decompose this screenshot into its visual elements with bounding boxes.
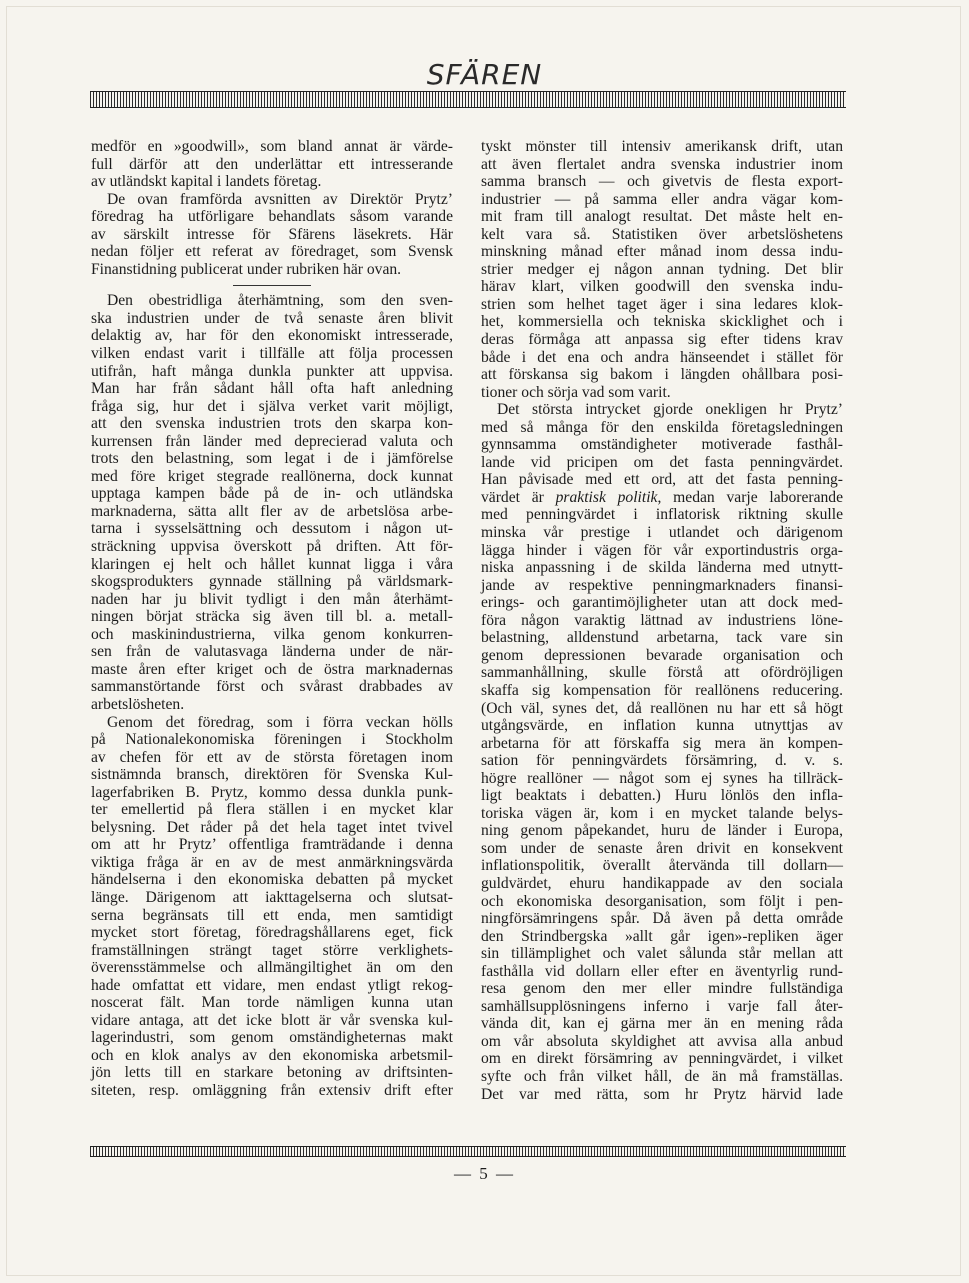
text-line: utifrån, haft många dunkla punkter att uppvisa.	[91, 362, 453, 380]
text-line: kurrensen från länder med deprecierad valuta och	[91, 432, 453, 450]
text-line: upptaga kampen både på de in- och utländska	[91, 485, 453, 503]
text-line: mit fram till analogt resultat. Det måste helt en-	[481, 208, 843, 226]
text-line: mycket stort företag, föredragshållarens eget, fick	[91, 924, 453, 942]
masthead-title: SFÄREN	[426, 58, 543, 91]
text-line: delaktig av, har för den ekonomiskt intresserade,	[91, 327, 453, 345]
text-line: Man har från sådant håll ofta haft anledning	[91, 380, 453, 398]
text-line: sammanhållning, skulle förstå att ofördröjligen	[481, 664, 843, 682]
text-line: föra någon varaktig lättnad av industriens löne-	[481, 611, 843, 629]
text-line: industrier — på samma eller andra vägar kom-	[481, 190, 843, 208]
text-line: klaringen ej helt och hållet kunnat ligga i våra	[91, 555, 453, 573]
text-line: ningförsämringens spår. Då även på detta område	[481, 910, 843, 928]
text-line: medför en »goodwill», som bland annat är värde-	[91, 138, 453, 155]
text-line: sträckning uppvisa överskott på driften. Att för-	[91, 538, 453, 556]
text-line: inflationspolitik, överallt återvända till dollarn—	[481, 857, 843, 875]
text-line: utgångsvärde, en inflation kunna utnyttjas av	[481, 717, 843, 735]
text-line: och ekonomiska desorganisation, som följt i pen-	[481, 892, 843, 910]
page-number: — 5 —	[454, 1164, 515, 1183]
text-line: Genom det föredrag, som i förra veckan hölls	[107, 713, 453, 731]
text-line: lagerfabriken B. Prytz, kommo dessa dunkla punk-	[91, 783, 453, 801]
text-line: hade omfattat ett vidare, men endast ytligt rekog-	[91, 976, 453, 994]
text-line: på Nationalekonomiska föreningen i Stockholm	[91, 731, 453, 749]
text-line: naden har ju blivit tydligt i den mån återhämt-	[91, 590, 453, 608]
text-line: De ovan framförda avsnitten av Direktör Prytz’	[107, 190, 453, 208]
text-line: om vår absoluta skyldighet att avvisa alla anbud	[481, 1032, 843, 1050]
text-line: vilken endast varit i tillfälle att följa processen	[91, 345, 453, 363]
text-line: tyskt mönster till intensiv amerikansk drift, utan	[481, 138, 843, 155]
text-line: vidare antaga, att det icke blott är vår svenska kul-	[91, 1011, 453, 1029]
text-line: härav klart, vilken goodwill den svenska indu-	[481, 278, 843, 296]
text-line: nedan följer ett referat av föredraget, som Svensk	[91, 243, 453, 261]
text-line: minska vår prestige i utlandet och därigenom	[481, 524, 843, 542]
masthead-rule	[90, 91, 846, 108]
text-line: överensstämmelse och allmängiltighet än om den	[91, 959, 453, 977]
text-line: ter emellertid på flera ställen i en mycket klar	[91, 801, 453, 819]
text-line: vända dit, kan ej gärna mer än en mening råda	[481, 1015, 843, 1033]
text-line: av chefen för ett av de största företagen inom	[91, 748, 453, 766]
text-line: sammanstörtande först och svårast drabbades av	[91, 678, 453, 696]
text-line: tarna i sysselsättning och dessutom i någon ut-	[91, 520, 453, 538]
text-line: guldvärdet, ehuru handikappade av den sociala	[481, 874, 843, 892]
text-line: marknaderna, sätta allt fler av de arbetslösa arbe-	[91, 502, 453, 520]
text-line: ligt beaktats i debatten.) Huru lönlös den infla-	[481, 787, 843, 805]
text-line: sation för penningvärdets försämring, d. v. s.	[481, 752, 843, 770]
text-line: sin tillämplighet och valet sålunda står mellan att	[481, 945, 843, 963]
text-line: (Och väl, synes det, då reallönen nu har ett så högt	[481, 699, 843, 717]
text-line: av särskilt intresse för Sfärens läsekrets. Här	[91, 225, 453, 243]
text-line: belastning, alldenstund arbetarna, tack vare sin	[481, 629, 843, 647]
text-line: resa genom den mer eller mindre fullständiga	[481, 980, 843, 998]
section-divider	[233, 285, 311, 286]
text-line: och maskinindustrierna, vilka genom konkurren-	[91, 625, 453, 643]
text-line: viktiga fråga är en av de mest anmärkningsvärda	[91, 853, 453, 871]
text-line: både i det ena och andra hänseendet i stället för	[481, 348, 843, 366]
text-line: toriska vägen är, kom i en mycket talande belys-	[481, 804, 843, 822]
text-line: kelt vara så. Statistiken över arbetslöshetens	[481, 225, 843, 243]
text-line: att förskansa sig bakom i längden ohållbara posi-	[481, 366, 843, 384]
text-line: deras förmåga att anpassa sig efter tidens krav	[481, 331, 843, 349]
text-line: full därför att den underlättar ett intresserande	[91, 155, 453, 173]
text-line: lagerindustri, som genom omständigheternas makt	[91, 1029, 453, 1047]
text-line: skaffa sig kompensation för reallönens reducering.	[481, 681, 843, 699]
text-line: föredrag ha utförligare behandlats såsom varande	[91, 208, 453, 226]
text-line: med penningvärdet i inflatorisk riktning skulle	[481, 506, 843, 524]
text-line: noscerat fält. Man torde nämligen kunna utan	[91, 994, 453, 1012]
emphasis: praktisk politik	[555, 488, 658, 506]
text-line: om en direkt försämring av penningvärdet, i vilket	[481, 1050, 843, 1068]
text-line: lägga hinder i vägen för vår exportindustris orga-	[481, 541, 843, 559]
text-line: länge. Därigenom att iakttagelserna och slutsat-	[91, 888, 453, 906]
text-line: syfte och från vilket håll, de än må framställas.	[481, 1067, 843, 1085]
text-line: att den svenska industrien trots den skarpa kon-	[91, 415, 453, 433]
text-line: Han påvisade med ett ord, att det fasta penning-	[481, 471, 843, 489]
text-line: arbetarna för att förskaffa sig mera än kompen-	[481, 734, 843, 752]
text-line: tioner och sörja vad som varit.	[481, 383, 671, 401]
text-line: och en klok analys av den ekonomiska arbetsmil-	[91, 1046, 453, 1064]
text-line: av utländskt kapital i landets företag.	[91, 173, 322, 191]
text-line: erings- och garantimöjligheter utan att dock med-	[481, 594, 843, 612]
text-line: värdet är praktisk politik, medan varje laborerande	[481, 488, 844, 506]
text-line: samhällsupplösningens inferno i varje fall åter-	[481, 997, 843, 1015]
text-line: Det största intrycket gjorde onekligen hr Prytz’	[497, 401, 843, 419]
text-line: strien som helhet taget äger i sina ledares klok-	[481, 295, 843, 313]
text-line: högre reallöner — något som ej synes ha tillräck-	[481, 769, 843, 787]
text-line: belysning. Det råder på det hela taget intet tvivel	[91, 818, 453, 836]
text-line: genom depressionen bevarade organisation och	[481, 646, 843, 664]
text-line: som under de senaste åren drivit en konsekvent	[481, 839, 843, 857]
text-line: med före kriget stegrade reallönerna, dock kunnat	[91, 467, 453, 485]
text-line: sen från de valutasvaga länderna under de när-	[91, 643, 453, 661]
text-column-left	[91, 138, 453, 1100]
text-line: om att hr Prytz’ offentliga framträdande i denna	[91, 836, 453, 854]
text-line: strier medger ej någon annan tydning. Det blir	[481, 260, 843, 278]
text-line: jande av respektive penningmarknaders finansi-	[481, 576, 843, 594]
text-line: Finanstidning publicerat under rubriken här ovan.	[91, 260, 402, 278]
text-line: het, kommersiella och tekniska skicklighet och i	[481, 313, 843, 331]
text-line: maste åren efter kriget och de östra marknadernas	[91, 660, 453, 678]
text-line: trots den belastning, som legat i de i jämförelse	[91, 450, 453, 468]
text-line: framställningen strängt taget större verklighets-	[91, 941, 453, 959]
text-line: Det var med rätta, som hr Prytz härvid lade	[481, 1085, 843, 1103]
footer-rule	[90, 1146, 846, 1157]
text-line: minskning månad efter månad inom dessa indu-	[481, 243, 843, 261]
text-line: serna begränsats till ett enda, men samtidigt	[91, 906, 453, 924]
text-column-right	[481, 138, 843, 1103]
text-line: skogsprodukters gynnade ställning på världsmark-	[91, 573, 453, 591]
text-line: Den obestridliga återhämtning, som den sven-	[107, 292, 453, 310]
text-line: med så många för den enskilda företagsledningen	[481, 418, 843, 436]
text-line: fasthålla vid dollarn eller efter en äventyrlig rund-	[481, 962, 843, 980]
text-line: arbetslösheten.	[91, 695, 185, 713]
text-line: niska anpassning i de skilda länderna med utnytt-	[481, 559, 843, 577]
text-line: att även flertalet andra svenska industrier inom	[481, 155, 843, 173]
text-line: fråga sig, hur det i själva verket varit möjligt,	[91, 397, 453, 415]
text-line: samma bransch — och givetvis de flesta export-	[481, 173, 843, 191]
text-line: händelserna i den ekonomiska debatten på mycket	[91, 871, 453, 889]
text-line: ska industrien under de två senaste åren blivit	[91, 309, 453, 327]
text-line: ning genom påpekandet, huru de länder i Europa,	[481, 822, 843, 840]
text-line: gynnsamma omständigheter motiverade fasthål-	[481, 436, 843, 454]
text-line: den Strindbergska »allt går igen»-repliken äger	[481, 927, 843, 945]
text-line: siteten, resp. omläggning från extensiv drift efter	[91, 1081, 453, 1099]
text-line: lande vid pricipen om det fasta penningvärdet.	[481, 453, 843, 471]
text-line: ningen börjat sträcka sig även till bl. a. metall-	[91, 608, 453, 626]
text-line: jön letts till en starkare betoning av driftsinten-	[91, 1064, 453, 1082]
text-line: sistnämnda bransch, direktören för Svenska Kul-	[91, 766, 453, 784]
